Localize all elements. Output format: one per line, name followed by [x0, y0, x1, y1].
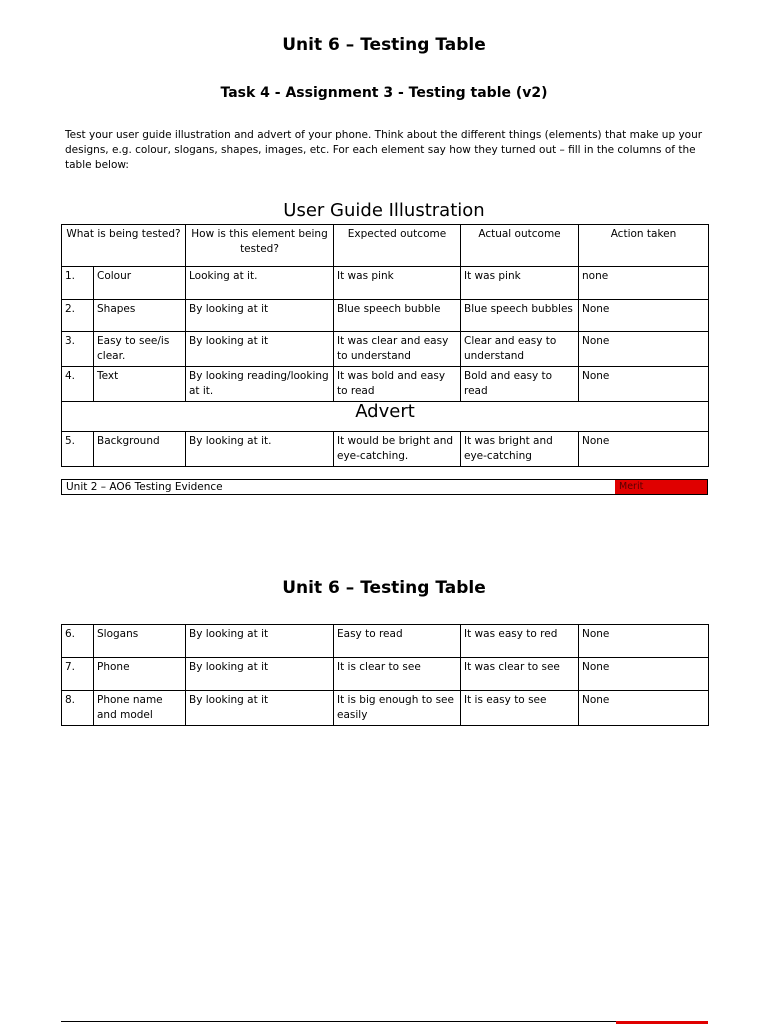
advert-heading-row	[62, 402, 709, 432]
table-header-row	[62, 225, 709, 267]
table-row	[62, 625, 709, 658]
instructions-text: Test your user guide illustration and advert of your phone. Think about the different things (elements) that make up your designs, e.g. colour, slogans, shapes, images, etc. For each element say how they turned out – fill in the columns of the table below:	[65, 129, 703, 171]
row-actual: It is easy to see	[461, 691, 579, 726]
table-row	[62, 332, 709, 367]
testing-table	[61, 224, 709, 467]
row-method: By looking at it	[186, 625, 334, 658]
row-action: None	[579, 332, 709, 367]
row-element: Phone name and model	[94, 691, 186, 726]
row-method: By looking at it	[186, 658, 334, 691]
row-action: None	[579, 367, 709, 402]
row-method: By looking reading/looking at it.	[186, 367, 334, 402]
row-element: Phone	[94, 658, 186, 691]
row-expected: It is big enough to see easily	[334, 691, 461, 726]
row-element: Slogans	[94, 625, 186, 658]
row-element: Shapes	[94, 300, 186, 332]
table-row	[62, 432, 709, 467]
row-number: 7.	[62, 658, 94, 691]
row-actual: It was bright and eye-catching	[461, 432, 579, 467]
table-row	[62, 267, 709, 300]
page-footer	[61, 479, 708, 495]
row-expected: It was clear and easy to understand	[334, 332, 461, 367]
column-header: Actual outcome	[461, 225, 579, 267]
row-action: None	[579, 658, 709, 691]
row-expected: It is clear to see	[334, 658, 461, 691]
row-number: 6.	[62, 625, 94, 658]
table-row	[62, 367, 709, 402]
table-row	[62, 300, 709, 332]
column-header: How is this element being tested?	[186, 225, 334, 267]
row-element: Text	[94, 367, 186, 402]
row-number: 1.	[62, 267, 94, 300]
row-element: Background	[94, 432, 186, 467]
table-row	[62, 691, 709, 726]
row-action: None	[579, 691, 709, 726]
page-break-line	[61, 1021, 708, 1022]
column-header: Action taken	[579, 225, 709, 267]
row-expected: It would be bright and eye-catching.	[334, 432, 461, 467]
row-number: 2.	[62, 300, 94, 332]
row-method: By looking at it	[186, 691, 334, 726]
task-title: Task 4 - Assignment 3 - Testing table (v2)	[220, 85, 548, 101]
row-method: By looking at it.	[186, 432, 334, 467]
row-expected: Blue speech bubble	[334, 300, 461, 332]
row-action: None	[579, 625, 709, 658]
page2-title: Unit 6 – Testing Table	[282, 578, 486, 598]
row-actual: Clear and easy to understand	[461, 332, 579, 367]
grade-badge: Merit	[615, 480, 707, 494]
row-expected: Easy to read	[334, 625, 461, 658]
page-title: Unit 6 – Testing Table	[282, 35, 486, 55]
row-number: 8.	[62, 691, 94, 726]
row-method: By looking at it	[186, 300, 334, 332]
row-actual: It was clear to see	[461, 658, 579, 691]
advert-heading: Advert	[62, 402, 709, 432]
testing-table-continued	[61, 624, 709, 726]
row-element: Easy to see/is clear.	[94, 332, 186, 367]
column-header: What is being tested?	[62, 225, 186, 267]
row-number: 5.	[62, 432, 94, 467]
row-element: Colour	[94, 267, 186, 300]
row-actual: It was pink	[461, 267, 579, 300]
footer-label: Unit 2 – AO6 Testing Evidence	[66, 481, 223, 493]
row-actual: It was easy to red	[461, 625, 579, 658]
row-actual: Bold and easy to read	[461, 367, 579, 402]
row-action: None	[579, 300, 709, 332]
row-actual: Blue speech bubbles	[461, 300, 579, 332]
row-action: None	[579, 432, 709, 467]
table-row	[62, 658, 709, 691]
row-method: By looking at it	[186, 332, 334, 367]
row-expected: It was pink	[334, 267, 461, 300]
section-heading-user-guide: User Guide Illustration	[283, 200, 485, 221]
row-expected: It was bold and easy to read	[334, 367, 461, 402]
row-action: none	[579, 267, 709, 300]
row-number: 3.	[62, 332, 94, 367]
column-header: Expected outcome	[334, 225, 461, 267]
row-method: Looking at it.	[186, 267, 334, 300]
row-number: 4.	[62, 367, 94, 402]
